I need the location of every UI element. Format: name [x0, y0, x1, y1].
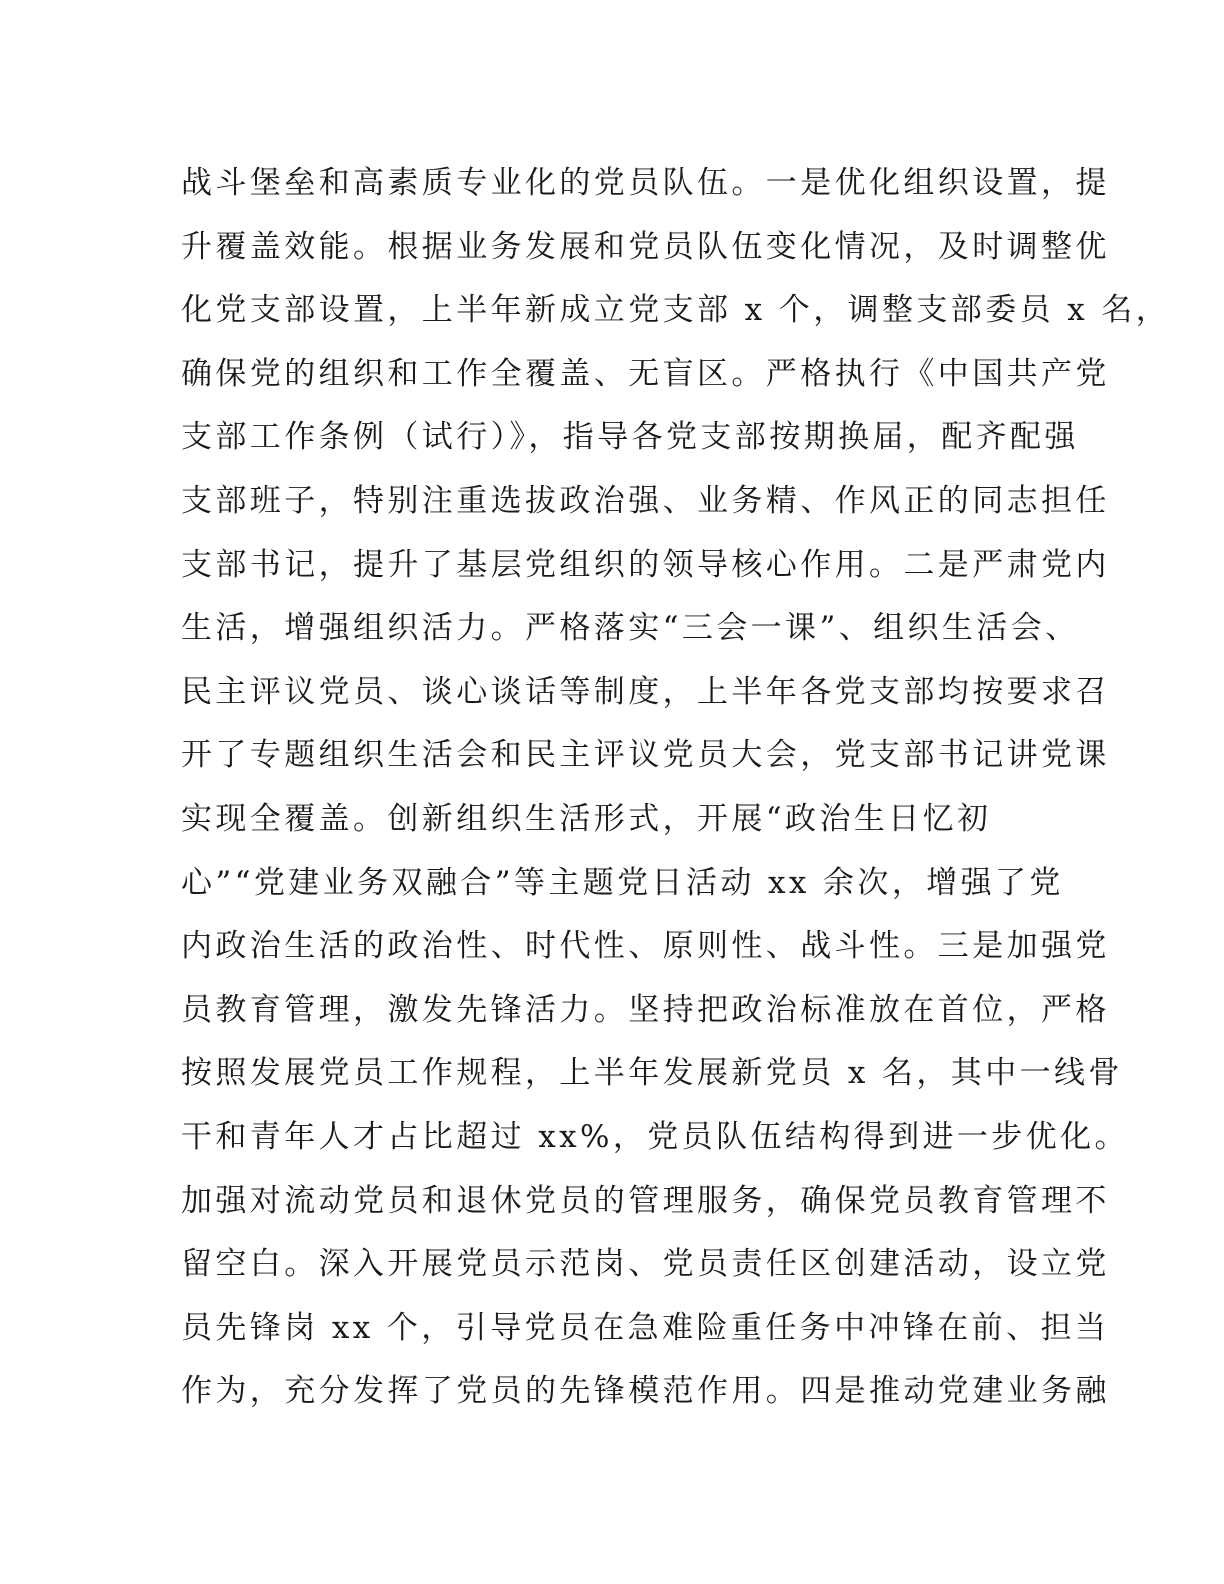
text-line: 民主评议党员、谈心谈话等制度，上半年各党支部均按要求召	[181, 673, 1110, 710]
text-line: 实现全覆盖。创新组织生活形式，开展“政治生日忆初	[181, 800, 992, 837]
text-line: 支部班子，特别注重选拔政治强、业务精、作风正的同志担任	[181, 482, 1110, 519]
text-line: 化党支部设置，上半年新成立党支部 x 个，调整支部委员 x 名，	[181, 292, 1171, 329]
text-line: 作为，充分发挥了党员的先锋模范作用。四是推动党建业务融	[181, 1373, 1110, 1410]
text-line: 干和青年人才占比超过 xx%，党员队伍结构得到进一步优化。	[181, 1118, 1129, 1155]
text-line: 内政治生活的政治性、时代性、原则性、战斗性。三是加强党	[181, 928, 1110, 965]
text-line: 生活，增强组织活力。严格落实“三会一课”、组织生活会、	[181, 610, 1080, 647]
body-paragraph	[181, 152, 1171, 1424]
text-line: 加强对流动党员和退休党员的管理服务，确保党员教育管理不	[181, 1182, 1110, 1219]
text-line: 确保党的组织和工作全覆盖、无盲区。严格执行《中国共产党	[181, 355, 1110, 392]
text-line: 留空白。深入开展党员示范岗、党员责任区创建活动，设立党	[181, 1246, 1110, 1283]
text-line: 战斗堡垒和高素质专业化的党员队伍。一是优化组织设置，提	[181, 165, 1110, 201]
text-line: 按照发展党员工作规程，上半年发展新党员 x 名，其中一线骨	[181, 1055, 1123, 1092]
text-line: 开了专题组织生活会和民主评议党员大会，党支部书记讲党课	[181, 737, 1110, 774]
text-line: 升覆盖效能。根据业务发展和党员队伍变化情况，及时调整优	[181, 228, 1110, 265]
text-line: 支部工作条例（试行）》，指导各党支部按期换届，配齐配强	[181, 419, 1079, 456]
text-line: 心”“党建业务双融合”等主题党日活动 xx 余次，增强了党	[181, 864, 1064, 901]
text-line: 支部书记，提升了基层党组织的领导核心作用。二是严肃党内	[181, 546, 1110, 583]
text-line: 员先锋岗 xx 个，引导党员在急难险重任务中冲锋在前、担当	[181, 1309, 1110, 1346]
text-line: 员教育管理，激发先锋活力。坚持把政治标准放在首位，严格	[181, 991, 1110, 1028]
